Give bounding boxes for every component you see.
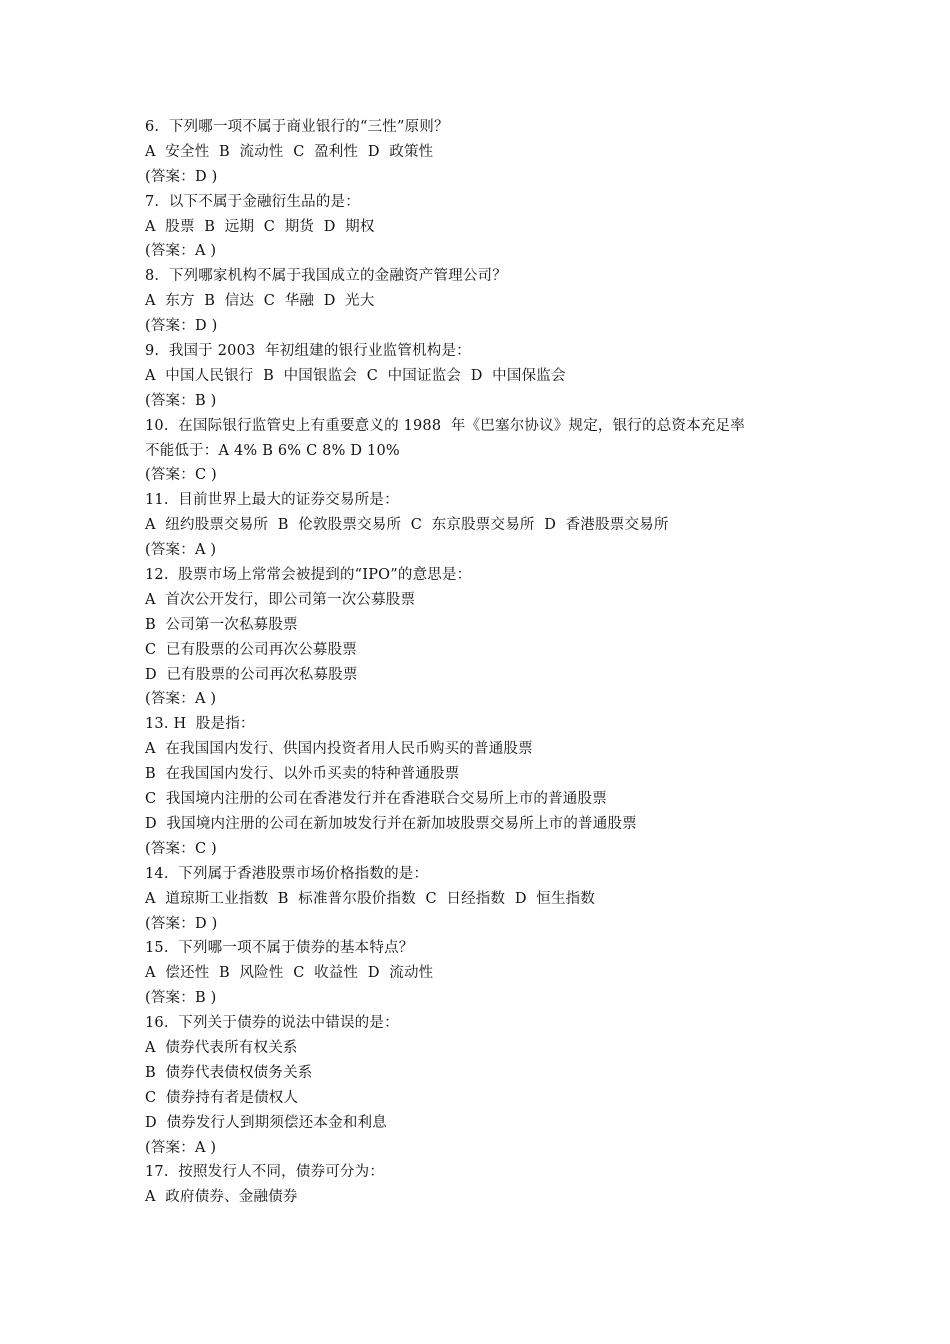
question-16-answer: (答案：A ) bbox=[145, 1139, 217, 1156]
question-15: 15. 下列哪一项不属于债券的基本特点？ bbox=[145, 940, 414, 957]
question-14-answer: (答案：D ) bbox=[145, 915, 218, 932]
question-11-answer: (答案：A ) bbox=[145, 542, 217, 559]
question-6-options: A 安全性 B 流动性 C 盈利性 D 政策性 bbox=[145, 143, 434, 160]
question-15-options: A 偿还性 B 风险性 C 收益性 D 流动性 bbox=[145, 965, 434, 982]
question-9-answer: (答案：B ) bbox=[145, 392, 217, 409]
question-16-option-b: B 债券代表债权债务关系 bbox=[145, 1064, 313, 1081]
question-11-options: A 纽约股票交易所 B 伦敦股票交易所 C 东京股票交易所 D 香港股票交易所 bbox=[145, 517, 669, 534]
question-10-answer: (答案：C ) bbox=[145, 467, 217, 484]
question-15-answer: (答案：B ) bbox=[145, 990, 217, 1007]
question-12-answer: (答案：A ) bbox=[145, 691, 217, 708]
question-12-option-a: A 首次公开发行，即公司第一次公募股票 bbox=[145, 591, 416, 608]
question-13-option-a: A 在我国国内发行、供国内投资者用人民币购买的普通股票 bbox=[145, 741, 533, 758]
question-13-answer: (答案：C ) bbox=[145, 840, 217, 857]
question-10: 10. 在国际银行监管史上有重要意义的 1988 年《巴塞尔协议》规定，银行的总资本充足率 bbox=[145, 417, 745, 434]
question-16-option-a: A 债券代表所有权关系 bbox=[145, 1039, 298, 1056]
question-13: 13. H 股是指： bbox=[145, 716, 255, 733]
question-13-option-c: C 我国境内注册的公司在香港发行并在香港联合交易所上市的普通股票 bbox=[145, 791, 607, 808]
question-6-answer: (答案：D ) bbox=[145, 168, 218, 185]
document-body bbox=[145, 115, 825, 1210]
question-7-options: A 股票 B 远期 C 期货 D 期权 bbox=[145, 218, 375, 235]
question-16-option-c: C 债券持有者是债权人 bbox=[145, 1089, 299, 1106]
question-9-options: A 中国人民银行 B 中国银监会 C 中国证监会 D 中国保监会 bbox=[145, 367, 566, 384]
question-14: 14. 下列属于香港股票市场价格指数的是： bbox=[145, 865, 429, 882]
question-9: 9. 我国于 2003 年初组建的银行业监管机构是： bbox=[145, 343, 471, 360]
question-12: 12. 股票市场上常常会被提到的“IPO”的意思是： bbox=[145, 567, 472, 584]
question-16: 16. 下列关于债券的说法中错误的是： bbox=[145, 1015, 399, 1032]
question-8: 8. 下列哪家机构不属于我国成立的金融资产管理公司？ bbox=[145, 268, 507, 285]
question-7: 7. 以下不属于金融衍生品的是： bbox=[145, 193, 360, 210]
question-17: 17. 按照发行人不同，债券可分为： bbox=[145, 1164, 385, 1181]
question-8-options: A 东方 B 信达 C 华融 D 光大 bbox=[145, 293, 375, 310]
question-10-continuation: 不能低于：A 4% B 6% C 8% D 10% bbox=[145, 442, 400, 459]
question-11: 11. 目前世界上最大的证券交易所是： bbox=[145, 492, 399, 509]
question-12-option-d: D 已有股票的公司再次私募股票 bbox=[145, 666, 358, 683]
question-12-option-c: C 已有股票的公司再次公募股票 bbox=[145, 641, 358, 658]
question-6: 6. 下列哪一项不属于商业银行的“三性”原则？ bbox=[145, 119, 449, 135]
question-13-option-b: B 在我国国内发行、以外币买卖的特种普通股票 bbox=[145, 766, 460, 783]
question-7-answer: (答案：A ) bbox=[145, 243, 217, 260]
question-8-answer: (答案：D ) bbox=[145, 318, 218, 335]
question-14-options: A 道琼斯工业指数 B 标准普尔股价指数 C 日经指数 D 恒生指数 bbox=[145, 890, 596, 907]
question-13-option-d: D 我国境内注册的公司在新加坡发行并在新加坡股票交易所上市的普通股票 bbox=[145, 815, 637, 832]
question-12-option-b: B 公司第一次私募股票 bbox=[145, 616, 298, 633]
question-16-option-d: D 债券发行人到期须偿还本金和利息 bbox=[145, 1114, 387, 1131]
question-17-option-a: A 政府债券、金融债券 bbox=[145, 1189, 298, 1206]
